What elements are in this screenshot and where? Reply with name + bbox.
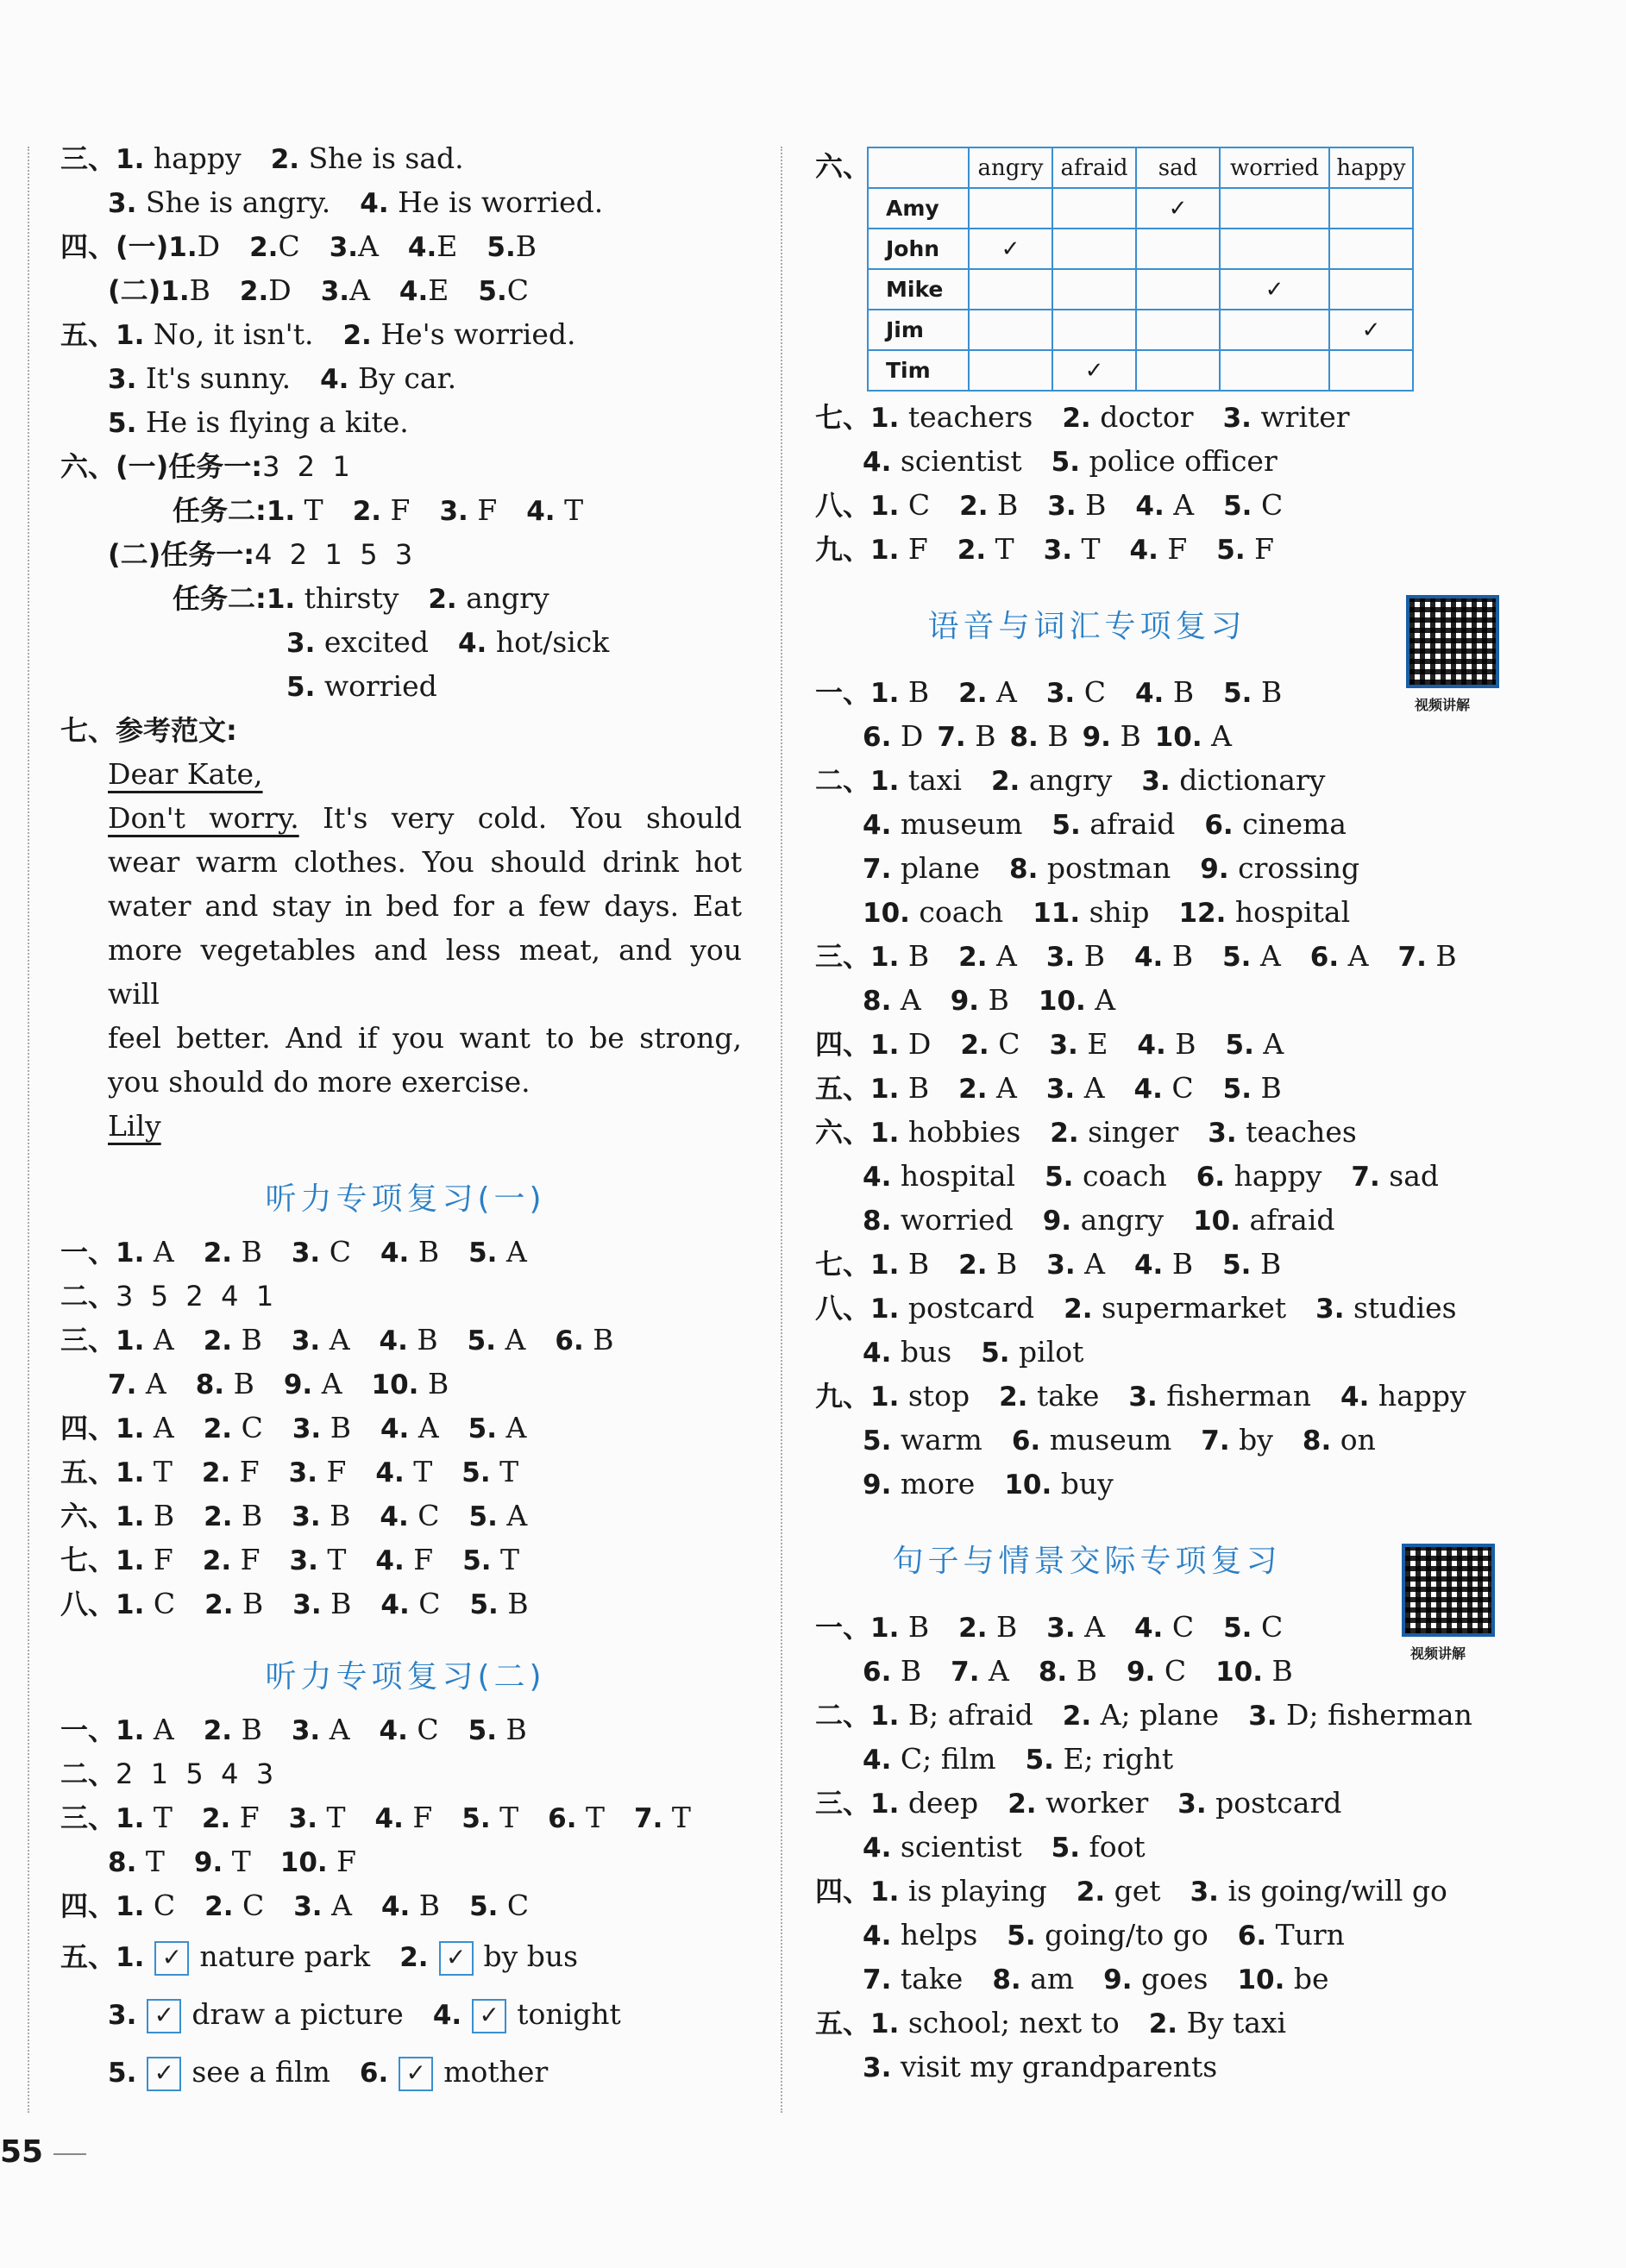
table-header: worried	[1220, 147, 1329, 188]
answer-line: 4. C; film 5. E; right	[863, 1742, 1174, 1776]
answer-line: 5. worried	[286, 669, 437, 703]
answer-line: 5. ✓ see a film 6. ✓ mother	[60, 2043, 750, 2101]
table-cell	[1052, 269, 1136, 310]
left-column	[60, 136, 750, 2101]
left-dotted-border	[28, 147, 29, 2113]
answer-line: 3. It's sunny. 4. By car.	[108, 361, 457, 395]
answer-line: 三、1. B 2. A 3. B 4. B 5. A 6. A 7. B	[815, 939, 1457, 973]
answer-line: 7. plane 8. postman 9. crossing	[863, 851, 1360, 885]
letter-line: Don't worry. It's very cold. You should	[108, 801, 742, 835]
letter-line: more vegetables and less meat, and you will	[108, 933, 742, 1011]
qr-caption: 视频讲解	[1415, 697, 1471, 713]
answer-line: 9. more 10. buy	[863, 1467, 1114, 1501]
answer-line: 4. hospital 5. coach 6. happy 7. sad	[863, 1159, 1439, 1193]
letter-line: water and stay in bed for a few days. Eat	[108, 889, 742, 923]
row-name: Mike	[868, 269, 969, 310]
table-cell	[1136, 269, 1220, 310]
table-cell	[1220, 229, 1329, 269]
answer-line: 5. warm 6. museum 7. by 8. on	[863, 1423, 1376, 1457]
table-cell	[1136, 310, 1220, 350]
letter-line: wear warm clothes. You should drink hot	[108, 845, 742, 879]
checkmark-icon: ✓	[1329, 310, 1413, 350]
table-cell	[969, 350, 1052, 391]
check-box: ✓	[154, 1941, 189, 1976]
table-row	[868, 229, 1413, 269]
answer-line: 四、1. is playing 2. get 3. is going/will go	[815, 1874, 1447, 1908]
answer-line: 二、2 1 5 4 3	[60, 1757, 274, 1790]
answer-line: 三、1. happy 2. She is sad.	[60, 141, 464, 175]
answer-line: 任务二:1. thirsty 2. angry	[173, 581, 549, 615]
table-header: angry	[969, 147, 1052, 188]
answer-line: 4. scientist 5. foot	[863, 1830, 1146, 1864]
answer-line: 3. visit my grandparents	[863, 2050, 1218, 2083]
qr-code-icon[interactable]	[1402, 1544, 1495, 1637]
answer-line: 四、1. D 2. C 3. E 4. B 5. A	[815, 1027, 1284, 1061]
table-cell	[1052, 188, 1136, 229]
table-cell	[969, 269, 1052, 310]
table-cell	[1329, 350, 1413, 391]
table-cell	[1220, 188, 1329, 229]
answer-line: 4. scientist 5. police officer	[863, 444, 1278, 478]
table-header: happy	[1329, 147, 1413, 188]
answer-line: 六、1. hobbies 2. singer 3. teaches	[815, 1115, 1357, 1149]
answer-line: 七、1. B 2. B 3. A 4. B 5. B	[815, 1247, 1282, 1281]
answer-line: 7. take 8. am 9. goes 10. be	[863, 1962, 1329, 1995]
answer-line: 8. T 9. T 10. F	[108, 1845, 357, 1878]
section-title-sentences: 句子与情景交际专项复习	[892, 1544, 1282, 1579]
section-title-phonics-vocab: 语音与词汇专项复习	[927, 609, 1246, 644]
section-title-listening-2: 听力专项复习(二)	[265, 1659, 546, 1695]
table-header: sad	[1136, 147, 1220, 188]
answer-line: 4. helps 5. going/to go 6. Turn	[863, 1918, 1345, 1952]
answer-line: 任务二:1. T 2. F 3. F 4. T	[173, 493, 584, 527]
answer-line: 九、1. F 2. T 3. T 4. F 5. F	[815, 532, 1275, 566]
answer-line: 五、1. ✓ nature park 2. ✓ by bus	[60, 1927, 750, 1985]
answer-line: 8. worried 9. angry 10. afraid	[863, 1203, 1335, 1237]
table-cell	[1052, 229, 1136, 269]
answer-line: 3. ✓ draw a picture 4. ✓ tonight	[60, 1985, 750, 2043]
table-cell	[1329, 188, 1413, 229]
answer-line: 五、1. B 2. A 3. A 4. C 5. B	[815, 1071, 1282, 1105]
answer-line: 8. A 9. B 10. A	[863, 983, 1116, 1017]
table-row	[868, 188, 1413, 229]
answer-line: 一、1. B 2. B 3. A 4. C 5. C	[815, 1610, 1284, 1644]
answer-line: 一、1. A 2. B 3. A 4. C 5. B	[60, 1713, 527, 1746]
qr-code-icon[interactable]	[1406, 595, 1499, 688]
emotion-table	[867, 147, 1414, 392]
table-header-row	[868, 147, 1413, 188]
answer-line: 七、1. F 2. F 3. T 4. F 5. T	[60, 1543, 520, 1576]
page-number-rule	[53, 2153, 86, 2155]
answer-line: 3. excited 4. hot/sick	[286, 625, 610, 659]
answer-line: 4. museum 5. afraid 6. cinema	[863, 807, 1347, 841]
check-box: ✓	[399, 2057, 433, 2091]
answer-line: 4. bus 5. pilot	[863, 1335, 1084, 1369]
table-cell	[1136, 350, 1220, 391]
answer-line: 四、1. C 2. C 3. A 4. B 5. C	[60, 1889, 530, 1922]
table-row	[868, 350, 1413, 391]
answer-line: 二、1. B; afraid 2. A; plane 3. D; fisherman	[815, 1698, 1472, 1732]
answer-line: 5. He is flying a kite.	[108, 405, 409, 439]
table-corner	[868, 147, 969, 188]
answer-line: 六、1. B 2. B 3. B 4. C 5. A	[60, 1499, 528, 1532]
answer-line: (二)任务一:4 2 1 5 3	[108, 538, 413, 571]
table-cell	[1220, 310, 1329, 350]
letter-greeting: Dear Kate,	[108, 757, 263, 791]
answer-line: 7. A 8. B 9. A 10. B	[108, 1367, 449, 1400]
checkmark-icon: ✓	[1052, 350, 1136, 391]
letter-signature: Lily	[108, 1109, 161, 1143]
answer-line: 七、1. teachers 2. doctor 3. writer	[815, 400, 1350, 434]
answer-line: 五、1. No, it isn't. 2. He's worried.	[60, 317, 576, 351]
section-title-listening-1: 听力专项复习(一)	[265, 1181, 546, 1217]
answer-line: 四、1. A 2. C 3. B 4. A 5. A	[60, 1411, 527, 1444]
table-header: afraid	[1052, 147, 1136, 188]
answer-line: 九、1. stop 2. take 3. fisherman 4. happy	[815, 1379, 1466, 1413]
answer-line: 六、(一)任务一:3 2 1	[60, 450, 350, 483]
letter-line: feel better. And if you want to be strong,	[108, 1021, 742, 1055]
check-box: ✓	[147, 2057, 181, 2091]
answer-line: 3. She is angry. 4. He is worried.	[108, 185, 604, 219]
answer-line: 三、1. T 2. F 3. T 4. F 5. T 6. T 7. T	[60, 1801, 691, 1834]
answer-line: 二、3 5 2 4 1	[60, 1280, 274, 1313]
answer-line: 四、(一)1.D 2.C 3.A 4.E 5.B	[60, 229, 537, 263]
answer-line: 6. D 7. B 8. B 9. B 10. A	[863, 719, 1232, 753]
table-cell	[969, 188, 1052, 229]
table-row	[868, 310, 1413, 350]
answer-line: (二)1.B 2.D 3.A 4.E 5.C	[108, 273, 529, 307]
checkmark-icon: ✓	[969, 229, 1052, 269]
qr-caption: 视频讲解	[1410, 1645, 1466, 1662]
check-box: ✓	[439, 1941, 474, 1976]
answer-line: 五、1. school; next to 2. By taxi	[815, 2006, 1287, 2039]
answer-line: 八、1. postcard 2. supermarket 3. studies	[815, 1291, 1457, 1325]
row-name: John	[868, 229, 969, 269]
table-cell	[1220, 350, 1329, 391]
table-cell	[1052, 310, 1136, 350]
answer-line: 一、1. B 2. A 3. C 4. B 5. B	[815, 675, 1283, 709]
check-box: ✓	[472, 1999, 506, 2033]
check-box: ✓	[147, 1999, 181, 2033]
table-cell	[1329, 229, 1413, 269]
letter-line: you should do more exercise.	[108, 1065, 530, 1099]
answer-line: 二、1. taxi 2. angry 3. dictionary	[815, 763, 1326, 797]
answer-line: 八、1. C 2. B 3. B 4. C 5. B	[60, 1587, 529, 1620]
row-name: Tim	[868, 350, 969, 391]
row-name: Amy	[868, 188, 969, 229]
answer-line: 七、参考范文:	[60, 714, 237, 747]
answer-line: 三、1. A 2. B 3. A 4. B 5. A 6. B	[60, 1323, 614, 1356]
page-number: 55	[0, 2134, 44, 2170]
section-mark: 六、	[815, 150, 871, 183]
answer-line: 三、1. deep 2. worker 3. postcard	[815, 1786, 1342, 1820]
answer-line: 八、1. C 2. B 3. B 4. A 5. C	[815, 488, 1284, 522]
answer-line: 五、1. T 2. F 3. F 4. T 5. T	[60, 1455, 519, 1488]
checkmark-icon: ✓	[1136, 188, 1220, 229]
checkmark-icon: ✓	[1220, 269, 1329, 310]
row-name: Jim	[868, 310, 969, 350]
table-cell	[1329, 269, 1413, 310]
answer-line: 10. coach 11. ship 12. hospital	[863, 895, 1351, 929]
answer-line: 一、1. A 2. B 3. C 4. B 5. A	[60, 1235, 527, 1269]
table-row	[868, 269, 1413, 310]
column-divider	[781, 147, 782, 2113]
table-cell	[969, 310, 1052, 350]
table-cell	[1136, 229, 1220, 269]
answer-line: 6. B 7. A 8. B 9. C 10. B	[863, 1654, 1293, 1688]
